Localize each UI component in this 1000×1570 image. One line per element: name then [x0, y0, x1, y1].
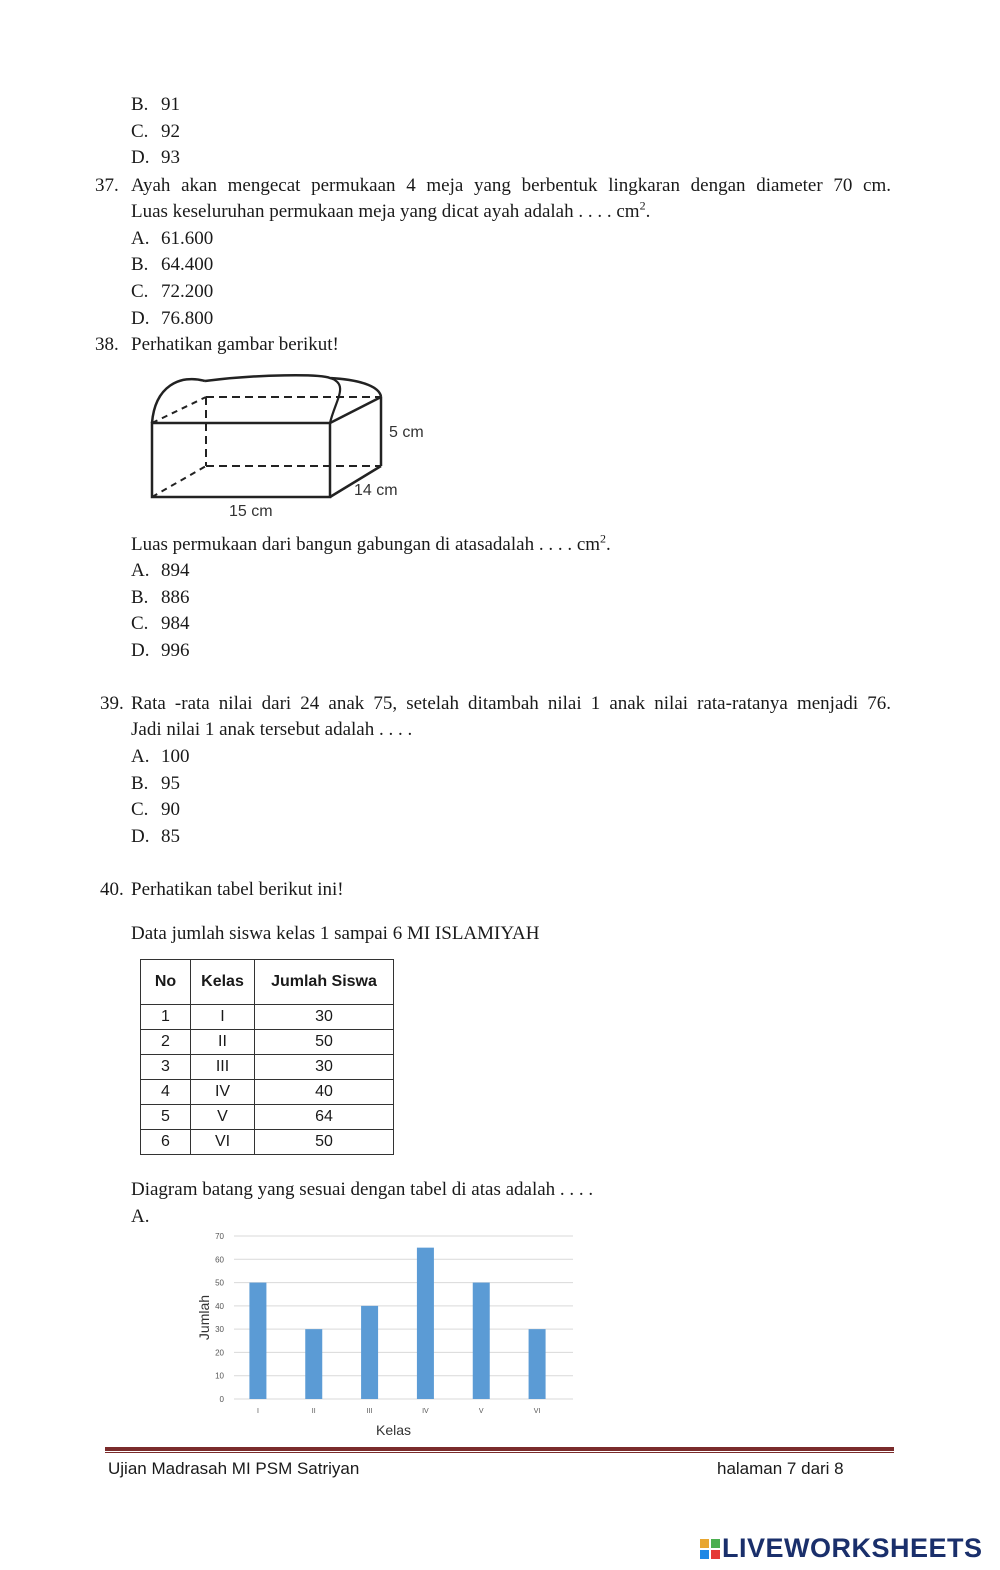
q37-number: 37. [95, 175, 119, 196]
q37-option-b[interactable]: B. 64.400 [131, 254, 214, 275]
bar-III [361, 1306, 378, 1399]
x-tick-label: IV [422, 1408, 429, 1415]
bar-VI [529, 1329, 546, 1399]
table-cell: 1 [141, 1005, 191, 1030]
q36-option-c[interactable]: C. 92 [131, 121, 180, 142]
q38-prompt: Perhatikan gambar berikut! [131, 334, 339, 355]
x-axis-label: Kelas [375, 1422, 412, 1438]
q40-question: Diagram batang yang sesuai dengan tabel di atas adalah . . . . [131, 1179, 594, 1200]
y-tick-label: 70 [215, 1232, 224, 1241]
table-row [141, 1130, 394, 1155]
q38-option-d[interactable]: D. 996 [131, 640, 190, 661]
front-face [152, 423, 330, 497]
table-cell: I [191, 1005, 255, 1030]
y-tick-label: 60 [215, 1255, 224, 1265]
table-cell: V [191, 1105, 255, 1130]
table-cell: 5 [141, 1105, 191, 1130]
x-tick-label: V [478, 1408, 484, 1415]
table-cell: 6 [141, 1130, 191, 1155]
bar-IV [417, 1248, 434, 1399]
footer-page-number: halaman 7 dari 8 [717, 1459, 844, 1478]
q37-text-line1: Ayah akan mengecat permukaan 4 meja yang berbentuk lingkaran dengan diameter 70 cm. [131, 175, 891, 196]
y-tick-label: 50 [215, 1278, 224, 1288]
table-cell: 40 [255, 1080, 394, 1105]
q37-text-line2: Luas keseluruhan permukaan meja yang dicat ayah adalah . . . . $cm^2$. [131, 198, 651, 222]
q39-text-line2: Jadi nilai 1 anak tersebut adalah . . . . [131, 719, 413, 740]
q39-text-line1: Rata -rata nilai dari 24 anak 75, setelah ditambah nilai 1 anak nilai rata-ratanya menjadi 76. [131, 693, 891, 714]
table-cell: 30 [255, 1055, 394, 1080]
table-cell: III [191, 1055, 255, 1080]
table-cell: 64 [255, 1105, 394, 1130]
footer-divider [105, 1447, 894, 1451]
table-header-cell: Kelas [191, 960, 255, 1005]
footer-divider-thin [105, 1452, 894, 1453]
q38-option-b[interactable]: B. 886 [131, 587, 190, 608]
q39-option-b[interactable]: B. 95 [131, 773, 180, 794]
table-cell: 30 [255, 1005, 394, 1030]
q38-question: Luas permukaan dari bangun gabungan di atasadalah . . . . $cm^2$. [131, 531, 611, 555]
q39-option-a[interactable]: A. 100 [131, 746, 190, 767]
q37-option-d[interactable]: D. 76.800 [131, 308, 214, 329]
y-tick-label: 10 [215, 1371, 224, 1381]
table-header-row [141, 960, 394, 1005]
y-axis-label: Jumlah [196, 1294, 212, 1341]
y-tick-label: 30 [215, 1325, 224, 1335]
table-row [141, 1005, 394, 1030]
x-tick-label: VI [533, 1408, 541, 1415]
composite-solid-figure [140, 366, 440, 526]
table-header-cell: No [141, 960, 191, 1005]
table-cell: II [191, 1030, 255, 1055]
bar-chart-option-a [190, 1226, 590, 1442]
table-cell: 4 [141, 1080, 191, 1105]
bar-II [305, 1329, 322, 1399]
table-cell: VI [191, 1130, 255, 1155]
table-row [141, 1080, 394, 1105]
q37-option-c[interactable]: C. 72.200 [131, 281, 214, 302]
bar-I [249, 1283, 266, 1399]
y-tick-label: 0 [219, 1395, 224, 1404]
q40-caption: Data jumlah siswa kelas 1 sampai 6 MI ISLAMIYAH [131, 923, 540, 944]
brand-wordmark [700, 1533, 983, 1564]
bar-V [473, 1283, 490, 1399]
table-header-cell: Jumlah Siswa [255, 960, 394, 1005]
q36-option-d[interactable]: D. 93 [131, 147, 180, 168]
q38-number: 38. [95, 334, 119, 355]
brand-text: LIVEWORKSHEETS [722, 1533, 983, 1563]
q39-option-c[interactable]: C. 90 [131, 799, 180, 820]
table-cell: IV [191, 1080, 255, 1105]
student-data-table [140, 959, 394, 1155]
q40-option-a-label[interactable]: A. [131, 1206, 150, 1227]
q40-number: 40. [100, 879, 124, 900]
table-row [141, 1105, 394, 1130]
dim-depth: 14 cm [354, 482, 398, 499]
q38-option-a[interactable]: A. 894 [131, 560, 190, 581]
q40-prompt: Perhatikan tabel berikut ini! [131, 879, 344, 900]
table-cell: 3 [141, 1055, 191, 1080]
footer-school: Ujian Madrasah MI PSM Satriyan [108, 1459, 360, 1478]
x-tick-label: II [311, 1408, 316, 1415]
table-cell: 50 [255, 1130, 394, 1155]
x-tick-label: I [256, 1408, 259, 1415]
brand-logo-icon [700, 1539, 720, 1559]
y-tick-label: 40 [215, 1301, 224, 1311]
x-tick-label: III [366, 1408, 373, 1415]
q39-number: 39. [100, 693, 124, 714]
dim-length: 15 cm [229, 503, 273, 520]
q39-option-d[interactable]: D. 85 [131, 826, 180, 847]
q37-option-a[interactable]: A. 61.600 [131, 228, 214, 249]
table-cell: 50 [255, 1030, 394, 1055]
q36-option-b[interactable]: B. 91 [131, 94, 180, 115]
table-cell: 2 [141, 1030, 191, 1055]
table-row [141, 1055, 394, 1080]
y-tick-label: 20 [215, 1348, 224, 1358]
table-row [141, 1030, 394, 1055]
dim-height: 5 cm [389, 424, 424, 441]
q38-option-c[interactable]: C. 984 [131, 613, 190, 634]
